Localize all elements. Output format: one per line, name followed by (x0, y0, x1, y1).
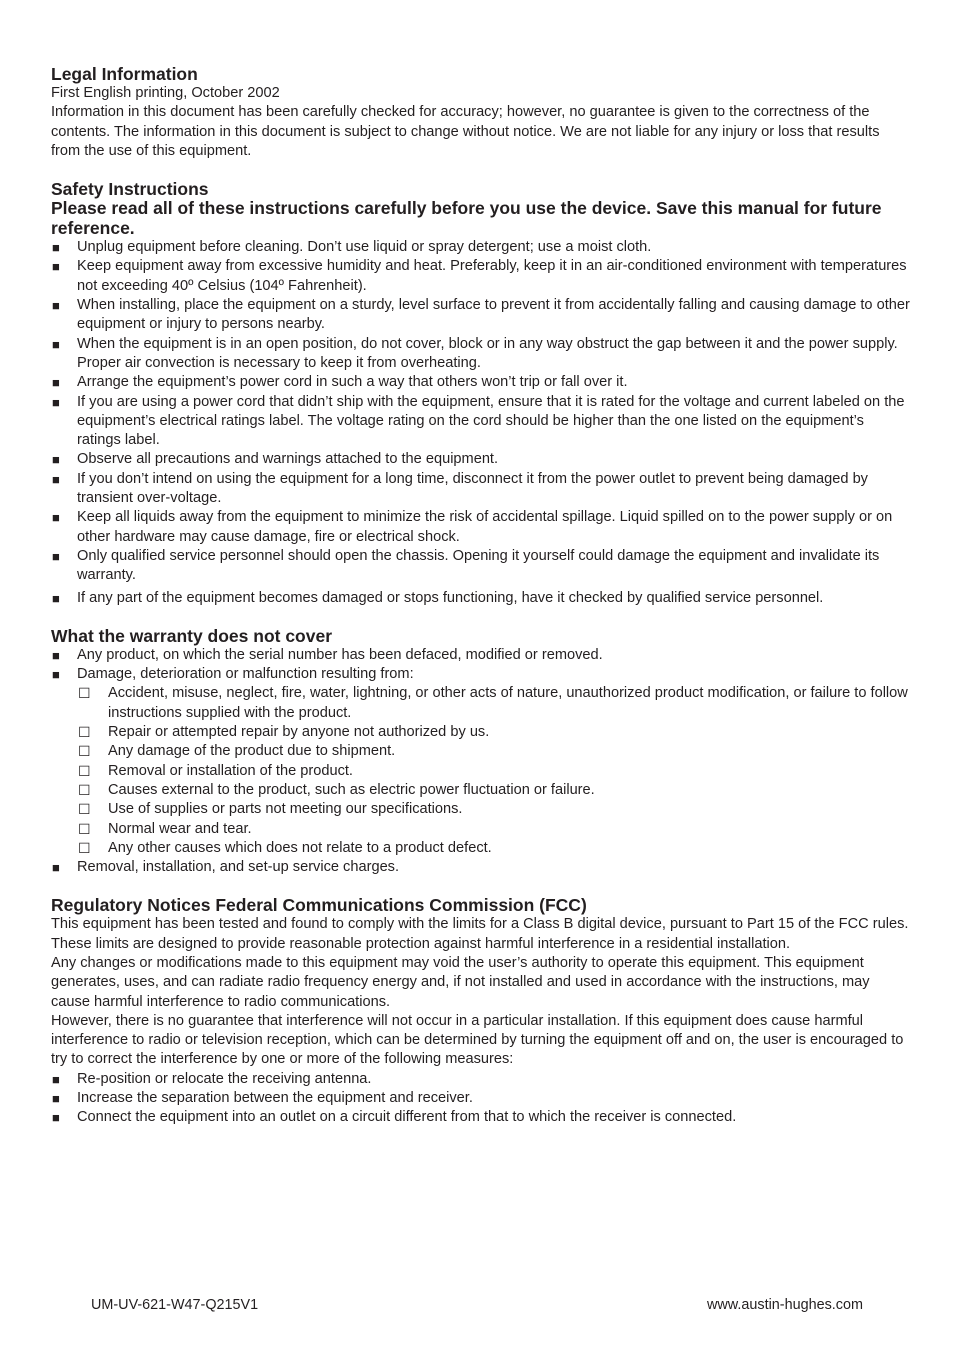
warranty-section (51, 626, 911, 878)
list-item: ☐ Causes external to the product, such as electric power fluctuation or failure. (51, 781, 911, 800)
list-item: ☐ Any damage of the product due to shipment. (51, 742, 911, 761)
square-bullet-icon: ■ (52, 240, 60, 256)
legal-section (51, 64, 911, 161)
square-bullet-icon: ■ (52, 667, 60, 683)
list-item: ■ Any product, on which the serial number has been defaced, modified or removed. (51, 646, 911, 665)
list-item: ■ Observe all precautions and warnings attached to the equipment. (51, 450, 911, 469)
square-bullet-icon: ■ (52, 452, 60, 468)
list-item: ■ Damage, deterioration or malfunction resulting from: (51, 665, 911, 684)
fcc-title: Regulatory Notices Federal Communications Commission (FCC) (51, 895, 587, 916)
checkbox-bullet-icon: ☐ (78, 839, 91, 856)
list-item: ■ Re-position or relocate the receiving antenna. (51, 1070, 911, 1089)
list-item: ☐ Removal or installation of the product. (51, 762, 911, 781)
checkbox-bullet-icon: ☐ (78, 762, 91, 779)
legal-printing: First English printing, October 2002 (51, 85, 280, 101)
fcc-section (51, 895, 911, 1127)
list-item: ■ Removal, installation, and set-up service charges. (51, 858, 911, 877)
fcc-measures-list (51, 1070, 911, 1128)
square-bullet-icon: ■ (52, 1091, 60, 1107)
square-bullet-icon: ■ (52, 471, 60, 487)
warranty-list-end (51, 858, 911, 877)
checkbox-bullet-icon: ☐ (78, 724, 91, 741)
square-bullet-icon: ■ (52, 548, 60, 564)
safety-section (51, 179, 911, 608)
list-item: ■ If any part of the equipment becomes damaged or stops functioning, have it checked by qualified service personnel. (51, 589, 911, 608)
list-item: ■ Arrange the equipment’s power cord in such a way that others won’t trip or fall over it. (51, 373, 911, 392)
checkbox-bullet-icon: ☐ (78, 801, 91, 818)
list-item: ■ When installing, place the equipment on a sturdy, level surface to prevent it from accidentally falling and causing damage to other equipment or injury to persons nearby. (52, 297, 910, 333)
square-bullet-icon: ■ (52, 590, 60, 606)
fcc-paragraph: Any changes or modifications made to this equipment may void the user’s authority to operate this equipment. This equipment generates, uses, and can radiate radio frequency energy and, if not installed and used in accordance with the instructions, may cause harmful interference to radio communications. (51, 954, 870, 1010)
legal-disclaimer: Information in this document has been carefully checked for accuracy; however, no guarantee is given to the correctness of the contents. The information in this document is subject to change without notice. We are not liable for any injury or loss that results from the use of this equipment. (51, 104, 880, 159)
square-bullet-icon: ■ (52, 336, 60, 352)
list-item: ■ Only qualified service personnel should open the chassis. Opening it yourself could damage the equipment and invalidate its warranty. (52, 547, 880, 584)
list-item: ☐ Normal wear and tear. (51, 820, 911, 839)
warranty-title: What the warranty does not cover (51, 625, 333, 646)
square-bullet-icon: ■ (52, 860, 60, 876)
legal-title: Legal Information (51, 64, 198, 84)
list-item: ☐ Use of supplies or parts not meeting our specifications. (51, 800, 911, 819)
safety-title: Safety Instructions (51, 179, 209, 200)
list-item: ■ Connect the equipment into an outlet on a circuit different from that to which the receiver is connected. (51, 1108, 911, 1127)
list-item: ■ Keep all liquids away from the equipment to minimize the risk of accidental spillage. Liquid spilled on to the power supply or on other hardware may cause damage, fire or electrical shock. (52, 509, 893, 545)
square-bullet-icon: ■ (52, 259, 60, 275)
warranty-sub-list (51, 684, 911, 858)
checkbox-bullet-icon: ☐ (78, 685, 91, 702)
list-item: ☐ Accident, misuse, neglect, fire, water, lightning, or other acts of nature, unauthorized product modification, or failure to follow instructions supplied with the product. (78, 685, 908, 721)
list-item: ■ If you are using a power cord that didn’t ship with the equipment, ensure that it is rated for the voltage and current labeled on the equipment’s electrical ratings label. The voltage rating on the cord should be higher than the one listed on the equipment’s ratings label. (52, 393, 905, 449)
fcc-paragraph: However, there is no guarantee that interference will not occur in a particular installation. If this equipment does cause harmful interference to radio or television reception, which can be determined by turning the equipment off and on, the user is encouraged to try to correct the interference by one or more of the following measures: (51, 1012, 904, 1068)
document-page (51, 64, 911, 1128)
list-item: ☐ Any other causes which does not relate to a product defect. (51, 839, 911, 858)
square-bullet-icon: ■ (52, 1071, 60, 1087)
list-item: ■ Unplug equipment before cleaning. Don’t use liquid or spray detergent; use a moist cloth. (51, 238, 911, 257)
list-item: ■ If you don’t intend on using the equipment for a long time, disconnect it from the power outlet to prevent being damaged by transient over-voltage. (52, 470, 868, 507)
footer-doc-code: UM-UV-621-W47-Q215V1 (91, 1297, 259, 1313)
safety-subtitle: Please read all of these instructions carefully before you use the device. Save this manual for future reference. (51, 198, 882, 238)
checkbox-bullet-icon: ☐ (78, 743, 91, 760)
square-bullet-icon: ■ (52, 375, 60, 391)
footer-website: www.austin-hughes.com (707, 1297, 863, 1313)
square-bullet-icon: ■ (52, 298, 60, 314)
fcc-paragraph: This equipment has been tested and found to comply with the limits for a Class B digital device, pursuant to Part 15 of the FCC rules. These limits are designed to provide reasonable protection against harmful interference in a residential installation. (51, 916, 909, 952)
safety-list (51, 238, 911, 608)
warranty-list (51, 646, 911, 685)
list-item: ■ Keep equipment away from excessive humidity and heat. Preferably, keep it in an air-conditioned environment with temperatures not exceeding 40º Celsius (104º Fahrenheit). (52, 258, 907, 294)
square-bullet-icon: ■ (52, 394, 60, 410)
square-bullet-icon: ■ (52, 647, 60, 663)
list-item: ■ When the equipment is in an open position, do not cover, block or in any way obstruct the gap between it and the power supply. Proper air convection is necessary to keep it from overheating. (52, 335, 898, 371)
checkbox-bullet-icon: ☐ (78, 781, 91, 798)
square-bullet-icon: ■ (52, 510, 60, 526)
list-item: ■ Increase the separation between the equipment and receiver. (51, 1089, 911, 1108)
square-bullet-icon: ■ (52, 1110, 60, 1126)
checkbox-bullet-icon: ☐ (78, 820, 91, 837)
list-item: ☐ Repair or attempted repair by anyone not authorized by us. (51, 723, 911, 742)
